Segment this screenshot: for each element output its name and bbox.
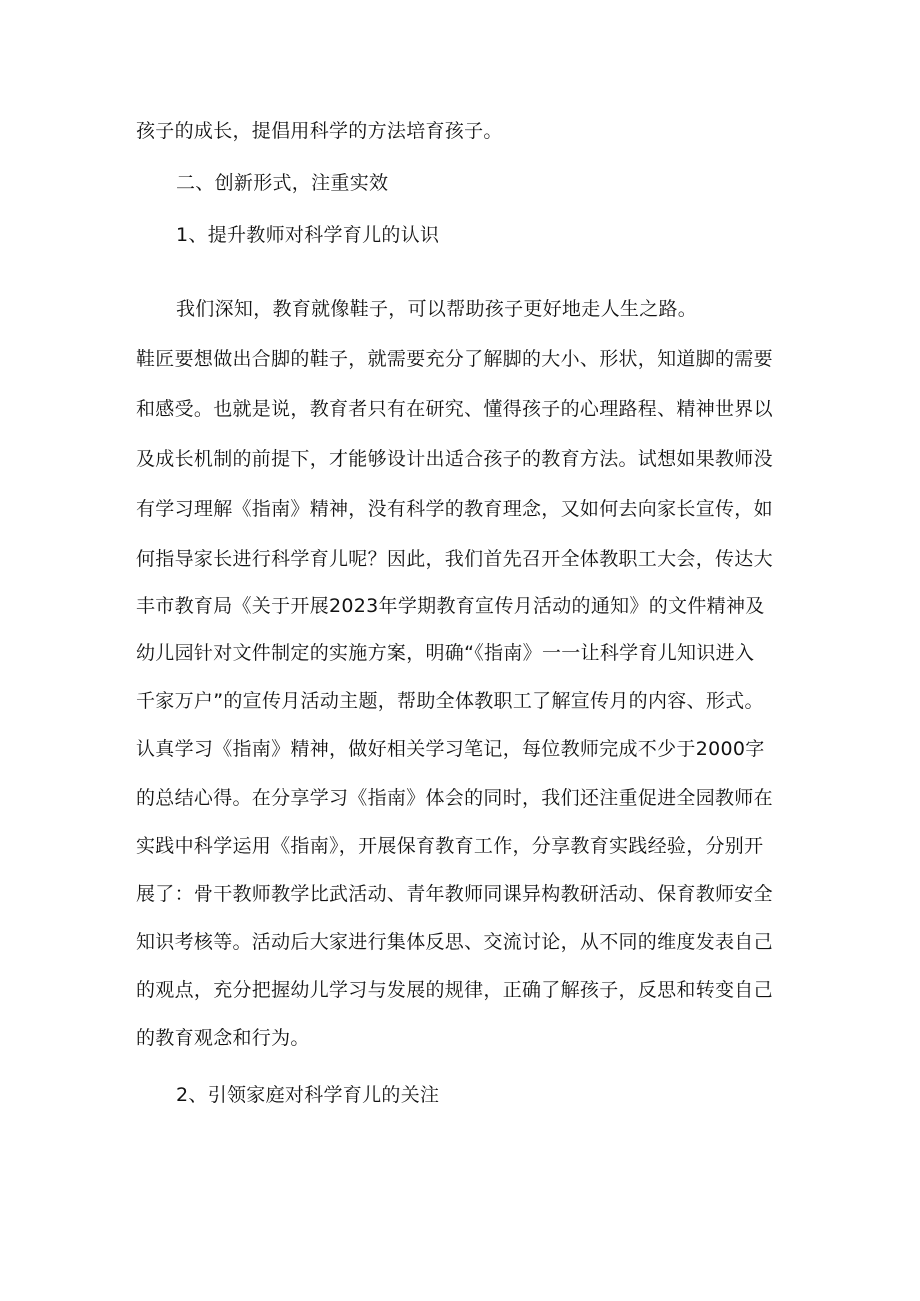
paragraph-line: 的总结心得。在分享学习《指南》体会的同时，我们还注重促进全园教师在: [136, 787, 773, 809]
section-heading: 二、创新形式，注重实效: [176, 172, 389, 194]
paragraph-line: 及成长机制的前提下，才能够设计出适合孩子的教育方法。试想如果教师没: [136, 448, 773, 470]
paragraph-line: 实践中科学运用《指南》，开展保育教育工作，分享教育实践经验，分别开: [136, 835, 764, 857]
paragraph-line: 知识考核等。活动后大家进行集体反思、交流讨论，从不同的维度发表自己: [136, 931, 773, 953]
paragraph-line: 孩子的成长，提倡用科学的方法培育孩子。: [136, 120, 503, 142]
paragraph-line: 幼儿园针对文件制定的实施方案，明确“《指南》一一让科学育儿知识进入: [136, 642, 755, 664]
paragraph-line: 鞋匠要想做出合脚的鞋子，就需要充分了解脚的大小、形状，知道脚的需要: [136, 348, 773, 370]
paragraph-line: 丰市教育局《关于开展2023年学期教育宣传月活动的通知》的文件精神及: [136, 595, 765, 617]
subsection-heading: 2、引领家庭对科学育儿的关注: [176, 1084, 440, 1106]
paragraph-line: 何指导家长进行科学育儿呢？因此，我们首先召开全体教职工大会，传达大: [136, 548, 773, 570]
paragraph-line: 有学习理解《指南》精神，没有科学的教育理念，又如何去向家长宣传，如: [136, 498, 773, 520]
paragraph-line: 我们深知，教育就像鞋子，可以帮助孩子更好地走人生之路。: [176, 298, 698, 320]
paragraph-line: 和感受。也就是说，教育者只有在研究、懂得孩子的心理路程、精神世界以: [136, 398, 773, 420]
paragraph-line: 的教育观念和行为。: [136, 1027, 310, 1049]
paragraph-line: 千家万户”的宣传月活动主题，帮助全体教职工了解宣传月的内容、形式。: [136, 690, 764, 712]
paragraph-line: 认真学习《指南》精神，做好相关学习笔记，每位教师完成不少于2000字: [136, 738, 765, 760]
paragraph-line: 的观点，充分把握幼儿学习与发展的规律，正确了解孩子，反思和转变自己: [136, 979, 773, 1001]
subsection-heading: 1、提升教师对科学育儿的认识: [176, 224, 440, 246]
paragraph-line: 展了：骨干教师教学比武活动、青年教师同课异构教研活动、保育教师安全: [136, 883, 773, 905]
